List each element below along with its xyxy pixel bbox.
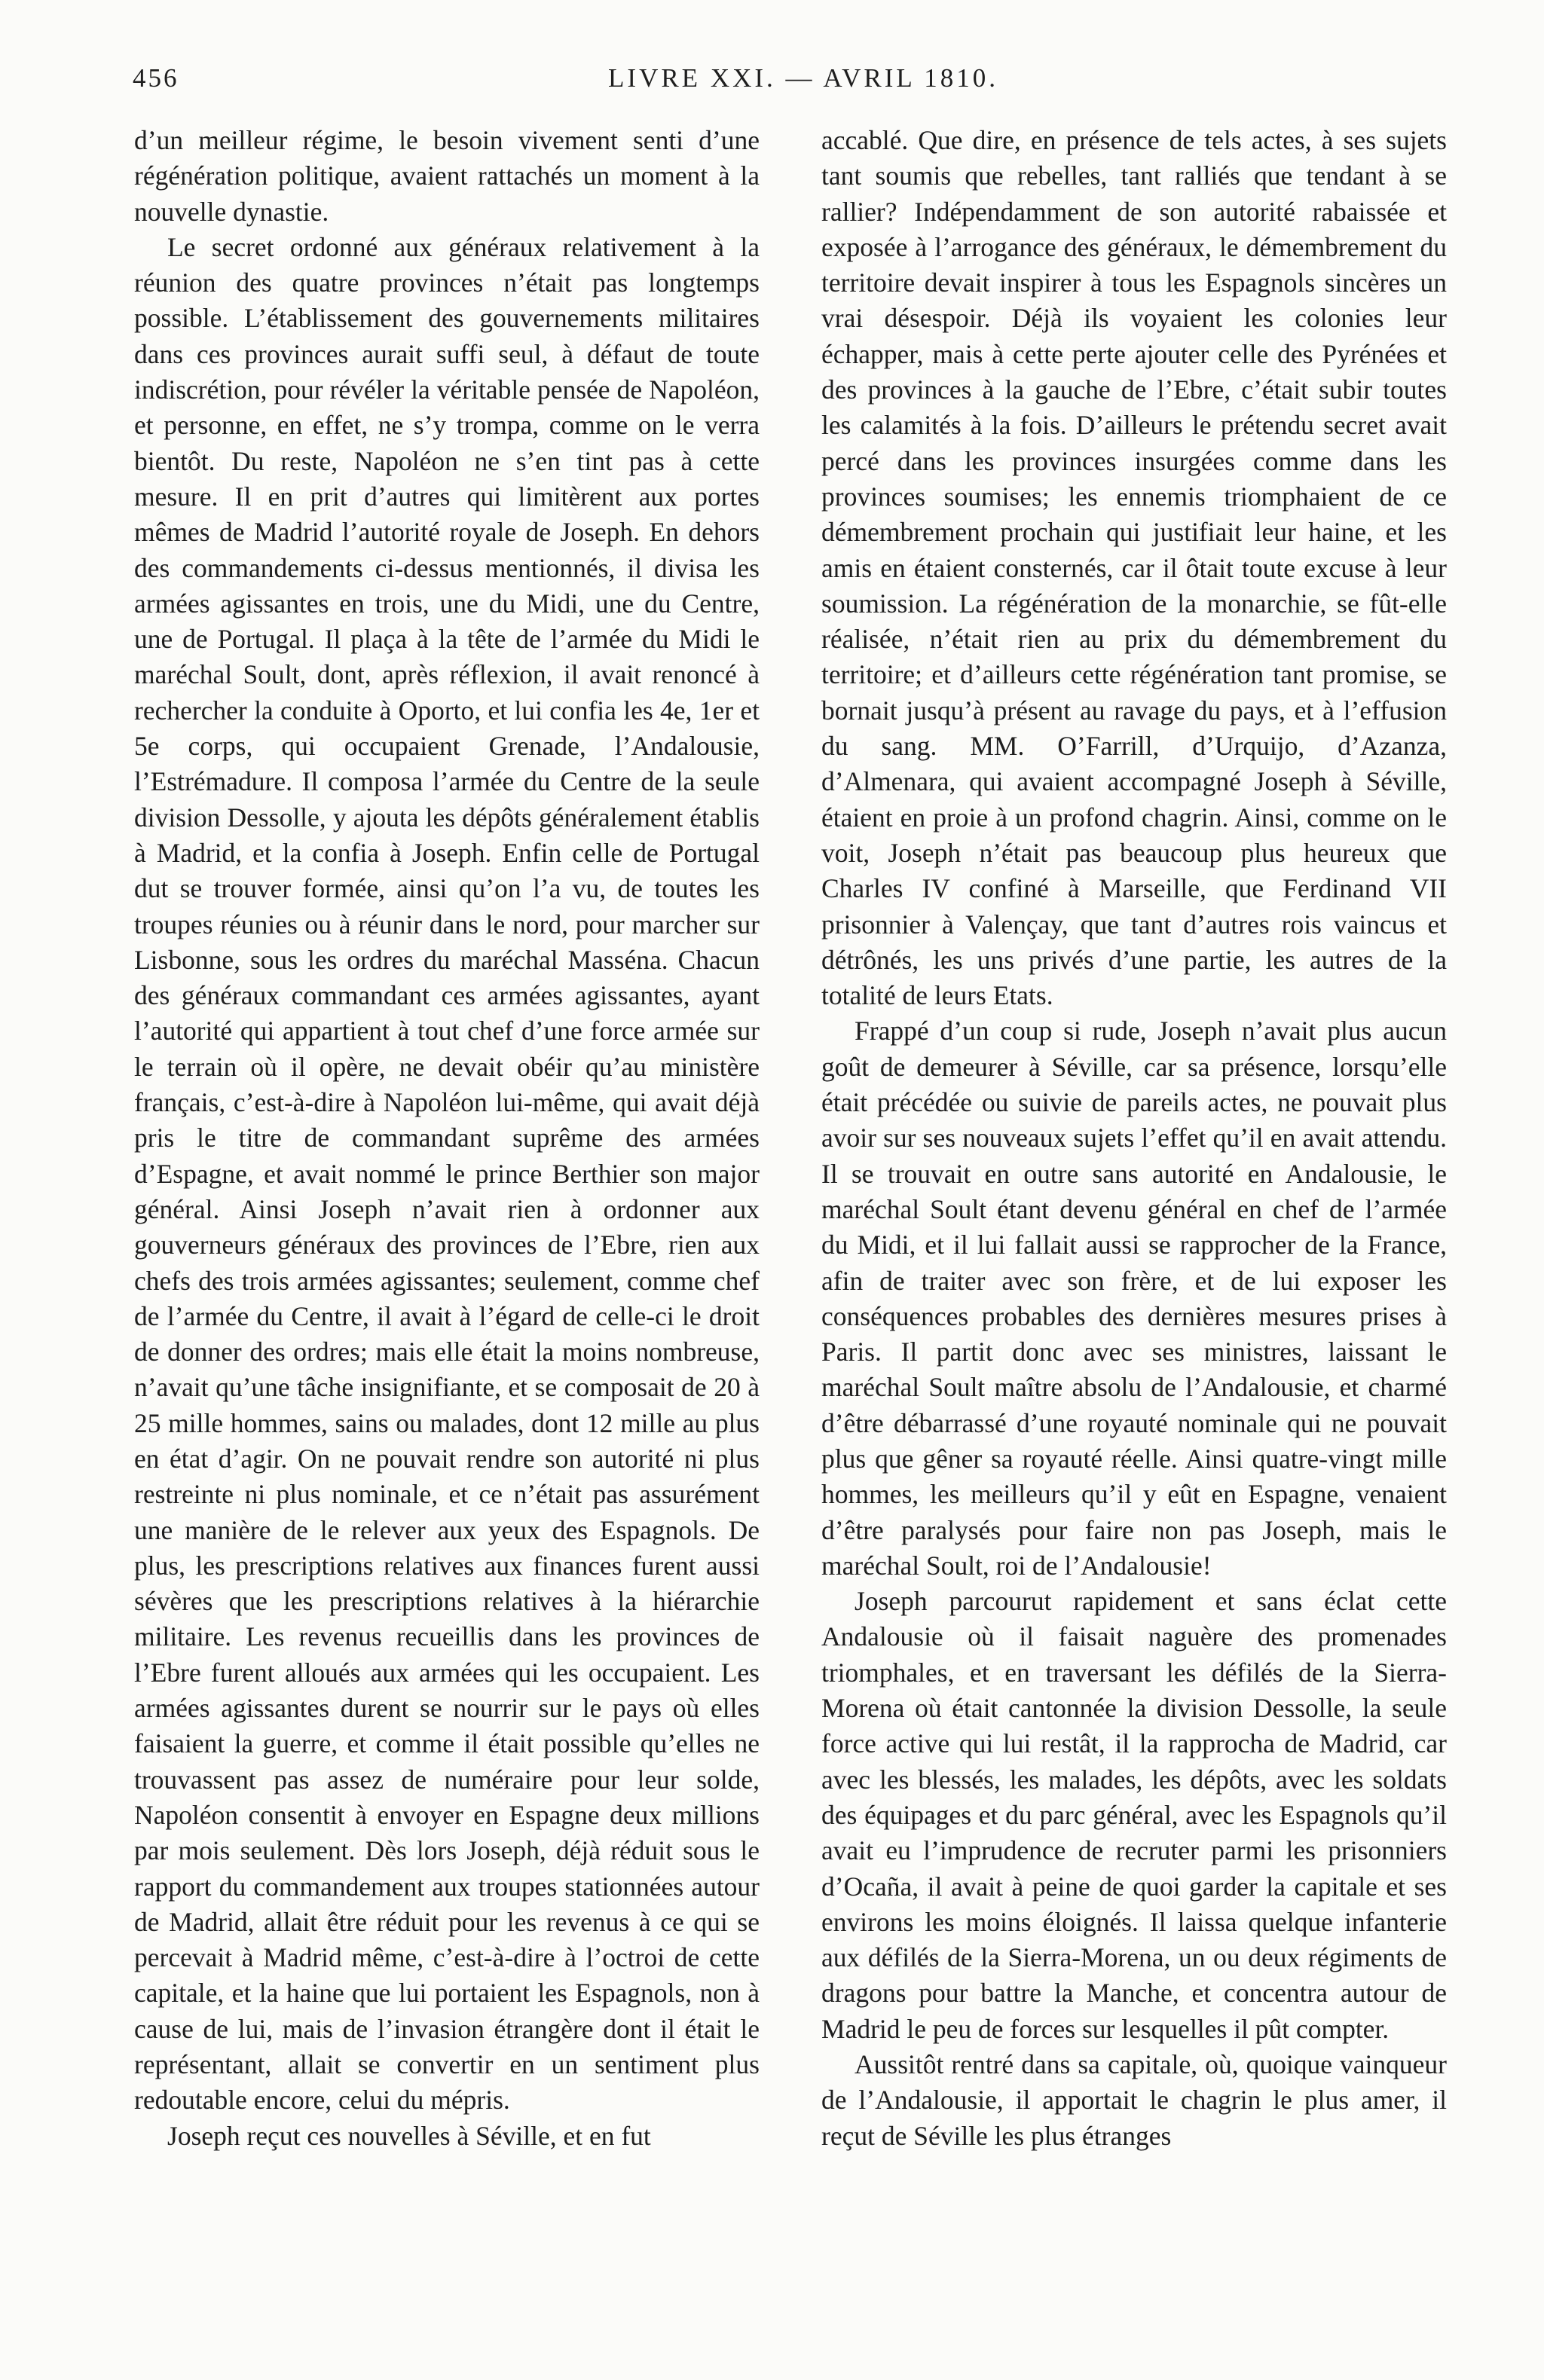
paragraph: accablé. Que dire, en présence de tels actes, à ses sujets tant soumis que rebelles, tant ralliés que tendant à se rallier? Indépendamment de son autorité rabaissée et exposée à l’arrogance des généraux, le démembrement du territoire devait inspirer à tous les Espagnols sincères un vrai désespoir. Déjà ils voyaient les colonies leur échapper, mais à cette perte ajouter celle des Pyrénées et des provinces à la gauche de l’Ebre, c’était subir toutes les calamités à la fois. D’ailleurs le prétendu secret avait percé dans les provinces insurgées comme dans les provinces soumises; les ennemis triomphaient de ce démembrement prochain qui justifiait leur haine, et les amis en étaient consternés, car il ôtait toute excuse à leur soumission. La régénération de la monarchie, se fût-elle réalisée, n’était rien au prix du démembrement du territoire; et d’ailleurs cette régénération tant promise, se bornait jusqu’à présent au ravage du pays, et à l’effusion du sang. MM. O’Farrill, d’Urquijo, d’Azanza, d’Almenara, qui avaient accompagné Joseph à Séville, étaient en proie à un profond chagrin. Ainsi, comme on le voit, Joseph n’était pas beaucoup plus heureux que Charles IV confiné à Marseille, que Ferdinand VII prisonnier à Valençay, que tant d’autres rois vaincus et détrônés, les uns privés d’une partie, les autres de la totalité de leurs Etats. <box>821 125 1447 1011</box>
paragraph: Frappé d’un coup si rude, Joseph n’avait plus aucun goût de demeurer à Séville, car sa présence, lorsqu’elle était précédée ou suivie de pareils actes, ne pouvait plus avoir sur ses nouveaux sujets l’effet qu’il en avait attendu. Il se trouvait en outre sans autorité en Andalousie, le maréchal Soult étant devenu général en chef de l’armée du Midi, et il lui fallait aussi se rapprocher de la France, afin de traiter avec son frère, et de lui exposer les conséquences probables des dernières mesures prises à Paris. Il partit donc avec ses ministres, laissant le maréchal Soult maître absolu de l’Andalousie, et charmé d’être débarrassé d’une royauté nominale qui ne pouvait plus que gêner sa royauté réelle. Ainsi quatre-vingt mille hommes, les meilleurs qu’il y eût en Espagne, venaient d’être paralysés pour faire non pas Joseph, mais le maréchal Soult, roi de l’Andalousie! <box>821 1016 1447 1581</box>
paragraph: d’un meilleur régime, le besoin vivement senti d’une régénération politique, avaient rattachés un moment à la nouvelle dynastie. <box>134 125 760 227</box>
paragraph: Aussitôt rentré dans sa capitale, où, quoique vainqueur de l’Andalousie, il apportait le chagrin le plus amer, il reçut de Séville les plus étranges <box>821 2049 1447 2151</box>
left-column <box>134 123 760 2154</box>
right-column <box>821 123 1447 2154</box>
paragraph: Le secret ordonné aux généraux relativement à la réunion des quatre provinces n’était pas longtemps possible. L’établissement des gouvernements militaires dans ces provinces aurait suffi seul, à défaut de toute indiscrétion, pour révéler la véritable pensée de Napoléon, et personne, en effet, ne s’y trompa, comme on le verra bientôt. Du reste, Napoléon ne s’en tint pas à cette mesure. Il en prit d’autres qui limitèrent aux portes mêmes de Madrid l’autorité royale de Joseph. En dehors des commandements ci-dessus mentionnés, il divisa les armées agissantes en trois, une du Midi, une du Centre, une de Portugal. Il plaça à la tête de l’armée du Midi le maréchal Soult, dont, après réflexion, il avait renoncé à rechercher la conduite à Oporto, et lui confia les 4e, 1er et 5e corps, qui occupaient Grenade, l’Andalousie, l’Estrémadure. Il composa l’armée du Centre de la seule division Dessolle, y ajouta les dépôts généralement établis à Madrid, et la confia à Joseph. Enfin celle de Portugal dut se trouver formée, ainsi qu’on l’a vu, de toutes les troupes réunies ou à réunir dans le nord, pour marcher sur Lisbonne, sous les ordres du maréchal Masséna. Chacun des généraux commandant ces armées agissantes, ayant l’autorité qui appartient à tout chef d’une force armée sur le terrain où il opère, ne devait obéir qu’au ministère français, c’est-à-dire à Napoléon lui-même, qui avait déjà pris le titre de commandant suprême des armées d’Espagne, et avait nommé le prince Berthier son major général. Ainsi Joseph n’avait rien à ordonner aux gouverneurs généraux des provinces de l’Ebre, rien aux chefs des trois armées agissantes; seulement, comme chef de l’armée du Centre, il avait à l’égard de celle-ci le droit de donner des ordres; mais elle était la moins nombreuse, n’avait qu’une tâche insignifiante, et se composait de 20 à 25 mille hommes, sains ou malades, dont 12 mille au plus en état d’agir. On ne pouvait rendre son autorité ni plus restreinte ni plus nominale, et ce n’était pas assurément une manière de le relever aux yeux des Espagnols. De plus, les prescriptions relatives aux finances furent aussi sévères que les prescriptions relatives à la hiérarchie militaire. Les revenus recueillis dans les provinces de l’Ebre furent alloués aux armées qui les occupaient. Les armées agissantes durent se nourrir sur le pays où elles faisaient la guerre, et comme il était possible qu’elles ne trouvassent pas assez de numéraire pour leur solde, Napoléon consentit à envoyer en Espagne deux millions par mois seulement. Dès lors Joseph, déjà réduit sous le rapport du commandement aux troupes stationnées autour de Madrid, allait être réduit pour les revenus à ce qui se percevait à Madrid même, c’est-à-dire à l’octroi de cette capitale, et la haine que lui portaient les Espagnols, non à cause de lui, mais de l’invasion étrangère dont il était le représentant, allait se convertir en un sentiment plus redoutable encore, celui du mépris. <box>134 231 760 2116</box>
paragraph: Joseph reçut ces nouvelles à Séville, et en fut <box>167 2120 651 2151</box>
page-number: 456 <box>133 63 179 93</box>
page-header <box>133 63 1474 108</box>
running-head: LIVRE XXI. — AVRIL 1810. <box>608 63 998 93</box>
paragraph: Joseph parcourut rapidement et sans éclat cette Andalousie où il faisait naguère des promenades triomphales, et en traversant les défilés de la Sierra-Morena où était cantonnée la division Dessolle, la seule force active qui lui restât, il la rapprocha de Madrid, car avec les blessés, les malades, les dépôts, avec les soldats des équipages et du parc général, avec les Espagnols qu’il avait eu l’imprudence de recruter parmi les prisonniers d’Ocaña, il avait à peine de quoi garder la capitale et ses environs les moins éloignés. Il laissa quelque infanterie aux défilés de la Sierra-Morena, un ou deux régiments de dragons pour battre la Manche, et concentra autour de Madrid le peu de forces sur lesquelles il pût compter. <box>821 1586 1447 2044</box>
